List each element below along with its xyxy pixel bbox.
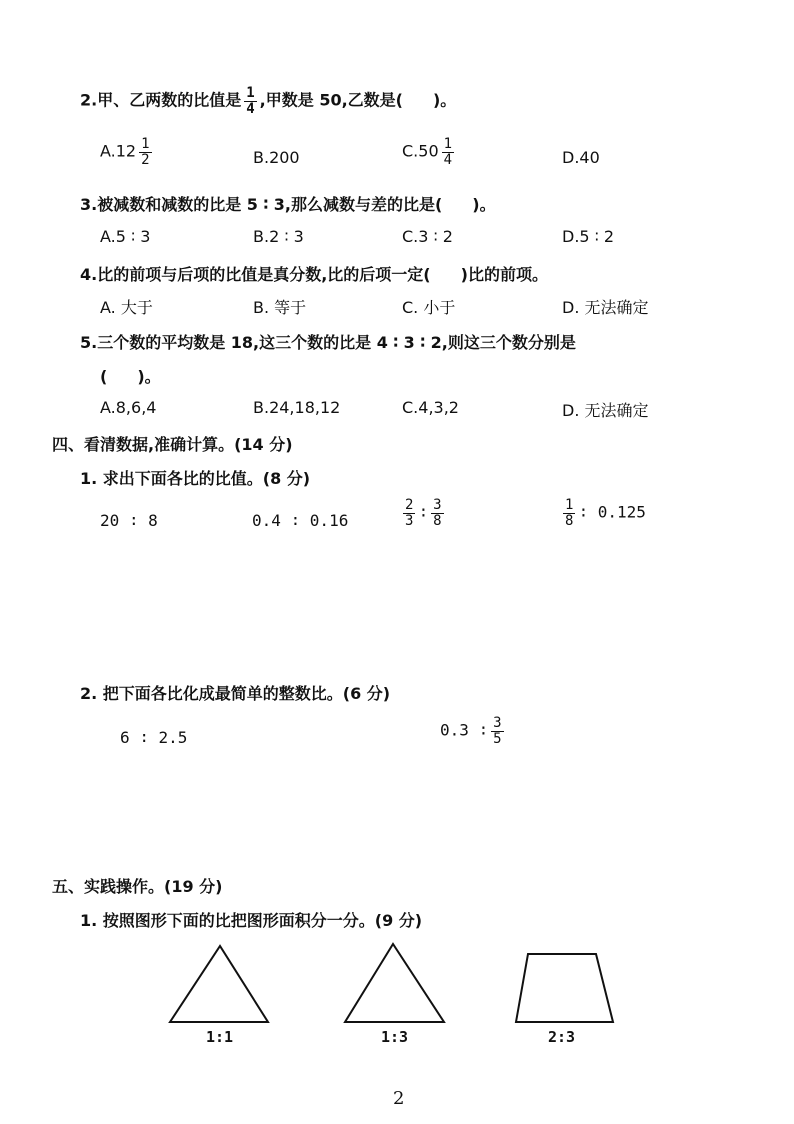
question-3: 3.被减数和减数的比是 5 ∶ 3,那么减数与差的比是( )。: [80, 195, 496, 214]
section-5-title: 五、实践操作。(19 分): [52, 877, 223, 896]
question-number: 3.: [80, 195, 98, 214]
fraction: $\frac{3}{8}$: [433, 497, 442, 529]
option-a[interactable]: A.8,6,4: [100, 398, 157, 417]
fraction: $\frac{3}{5}$: [493, 715, 502, 747]
option-a[interactable]: A.5 ∶ 3: [100, 227, 151, 246]
part-2-title: 2. 把下面各比化成最简单的整数比。(6 分): [80, 684, 391, 703]
option-a[interactable]: A.12 $\frac{1}{2}$: [100, 136, 150, 168]
option-d[interactable]: D.5 ∶ 2: [562, 227, 615, 246]
option-a[interactable]: A. 大于: [100, 298, 153, 317]
question-text: 甲、乙两数的比值是: [97, 90, 242, 110]
part-1-title: 1. 求出下面各比的比值。(8 分): [80, 469, 311, 488]
option-c[interactable]: C.50 $\frac{1}{4}$: [402, 136, 453, 168]
option-c[interactable]: C.3 ∶ 2: [402, 227, 453, 246]
section-4-title: 四、看清数据,准确计算。(14 分): [52, 435, 293, 454]
ratio-label: 2:3: [548, 1028, 576, 1046]
option-b[interactable]: B.24,18,12: [253, 398, 341, 417]
fraction: $\frac{2}{3}$: [405, 497, 414, 529]
question-text: 三个数的平均数是 18,这三个数的比是 4 ∶ 3 ∶ 2,则这三个数分别是: [97, 333, 576, 352]
question-2: 2.甲、乙两数的比值是 $\frac{1}{4}$ ,甲数是 50,乙数是( )。: [80, 85, 457, 117]
triangle-2: [345, 944, 444, 1022]
question-text: 被减数和减数的比是 5 ∶ 3,那么减数与差的比是(: [97, 195, 443, 214]
expression: 6 ∶ 2.5: [120, 728, 188, 747]
question-number: 4.: [80, 265, 98, 284]
option-b[interactable]: B.200: [253, 148, 300, 167]
page-number: 2: [393, 1088, 405, 1109]
question-number: 5.: [80, 333, 98, 352]
question-text: 比的前项与后项的比值是真分数,比的后项一定(: [97, 265, 431, 284]
part-1-title: 1. 按照图形下面的比把图形面积分一分。(9 分): [80, 911, 423, 930]
fraction: $\frac{1}{2}$: [141, 136, 150, 168]
option-c[interactable]: C. 小于: [402, 298, 456, 317]
fraction: $\frac{1}{8}$: [565, 497, 574, 529]
option-d[interactable]: D.40: [562, 148, 600, 167]
expression: 20 ∶ 8: [100, 511, 158, 530]
fraction: $\frac{1}{4}$: [443, 136, 453, 168]
question-text: ,甲数是 50,乙数是(: [259, 90, 403, 110]
fraction: $\frac{1}{4}$: [246, 85, 255, 117]
question-5-continuation: ( )。: [100, 367, 161, 386]
trapezoid: [516, 954, 613, 1022]
expression: 0.4 ∶ 0.16: [252, 511, 349, 530]
option-d[interactable]: D. 无法确定: [562, 298, 649, 317]
option-b[interactable]: B. 等于: [253, 298, 307, 317]
question-number: 2.: [80, 90, 98, 110]
expression: $\frac{2}{3}$ ∶ $\frac{3}{8}$: [405, 497, 442, 529]
question-4: 4.比的前项与后项的比值是真分数,比的后项一定( )比的前项。: [80, 265, 548, 284]
expression: $\frac{1}{8}$ ∶ 0.125: [565, 497, 646, 529]
option-b[interactable]: B.2 ∶ 3: [253, 227, 304, 246]
triangle-1: [170, 946, 268, 1022]
expression: 0.3 ∶ $\frac{3}{5}$: [440, 715, 502, 747]
option-d[interactable]: D. 无法确定: [562, 401, 649, 420]
ratio-label: 1:1: [206, 1028, 234, 1046]
option-c[interactable]: C.4,3,2: [402, 398, 459, 417]
ratio-label: 1:3: [381, 1028, 409, 1046]
